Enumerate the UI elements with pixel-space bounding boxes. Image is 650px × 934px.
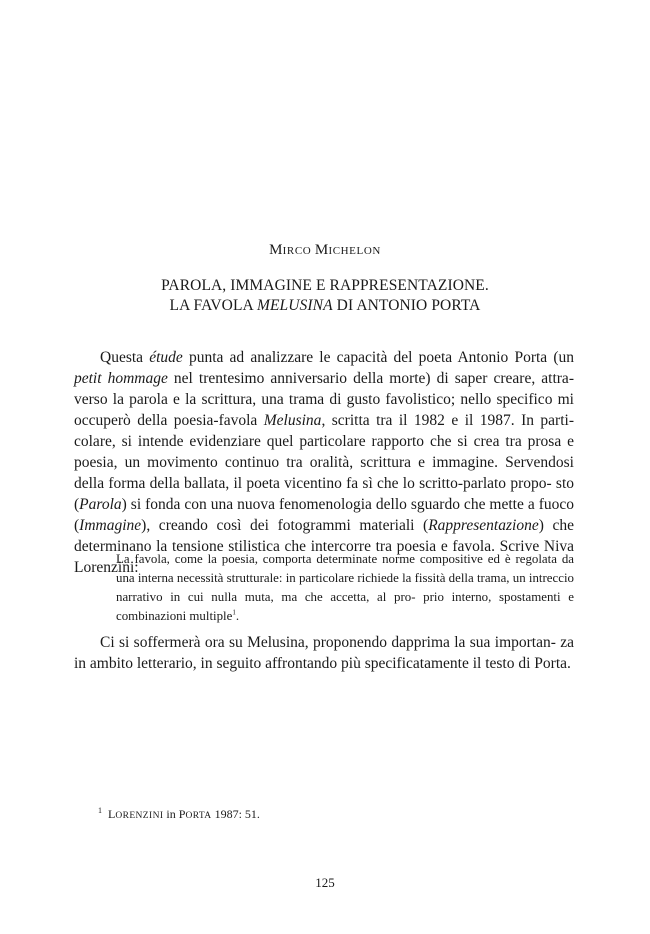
- paragraph-2: Ci si soffermerà ora su Melusina, proponendo dapprima la sua importan- za in ambito letterario, in seguito affrontando più specificatamente il testo di Porta.: [74, 634, 574, 672]
- author-name: MIRCO MICHELON: [269, 242, 381, 258]
- article-title: [0, 276, 650, 316]
- paragraph-1: Questa étude punta ad analizzare le capacità del poeta Antonio Porta (un petit hommage nel trentesimo anniversario della morte) di saper creare, attra- verso la parola e la scrittura, una trama di gusto favolistico; nello specifico mi occuperò della poesia-favola Melusina, scritta tra il 1982 e il 1987. In parti- colare, si intende evidenziare quel particolare rapporto che si crea tra prosa e poesia, un movimento continuo tra oralità, scrittura e immagine. Servendosi della forma della ballata, il poeta vicentino fa sì che lo scritto-parlato propo- sto (Parola) si fonda con una nuova fenomenologia dello sguardo che mette a fuoco (Immagine), creando così dei fotogrammi materiali (Rappresentazione) che determinano la tensione stilistica che intercorre tra poesia e favola. Scrive Niva Lorenzini:: [74, 349, 575, 576]
- footnote-mark: 1: [98, 806, 102, 815]
- footnote-reference[interactable]: 1: [232, 608, 236, 617]
- title-line-2: LA FAVOLA MELUSINA DI ANTONIO PORTA: [169, 297, 481, 314]
- block-quote: La favola, come la poesia, comporta determinate norme compositive ed è regolata da una interna necessità strutturale: in particolare richiede la fissità della trama, un intreccio narrativo in cui nulla muta, ma che accetta, al pro- prio interno, spostamenti e combinazioni multiple$^1$.: [116, 552, 574, 623]
- title-line-1: PAROLA, IMMAGINE E RAPPRESENTAZIONE.: [161, 277, 489, 294]
- footnote: $^1$ LORENZINI in PORTA 1987: 51.: [98, 806, 260, 821]
- page-number: 125: [315, 875, 335, 890]
